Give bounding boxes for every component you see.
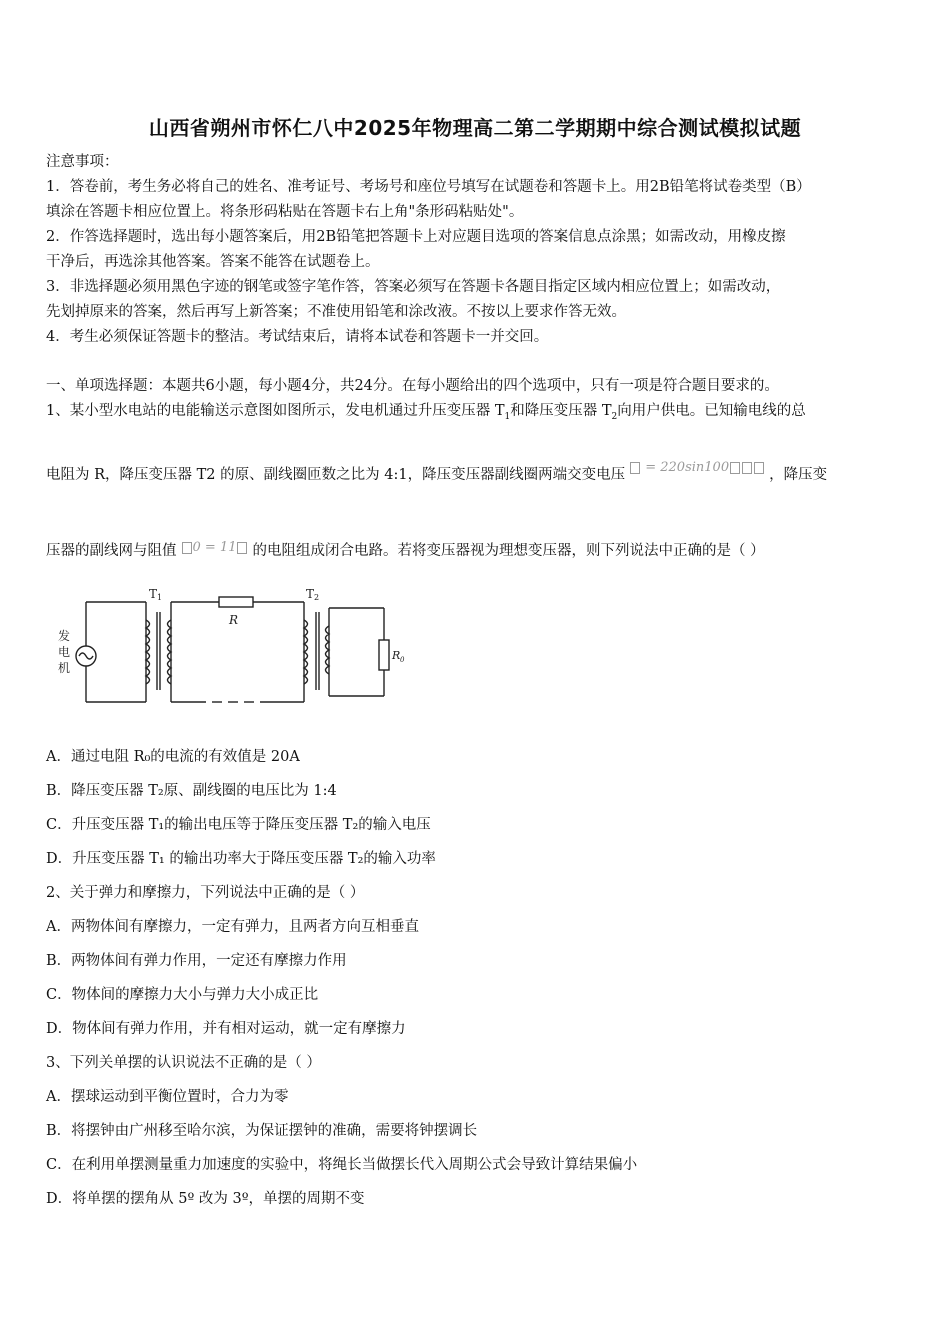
q1-text: 和降压变压器 T [510,403,612,419]
q1-stem-line1 [46,401,806,427]
q1-option-d: D．升压变压器 T₁ 的输出功率大于降压变压器 T₂的输入功率 [46,851,436,867]
subscript: 2 [611,411,618,422]
q3-stem: 3、下列关单摆的认识说法不正确的是（ ） [46,1055,321,1071]
q1-option-a: A．通过电阻 R₀的电流的有效值是 20A [46,749,300,765]
t2-label-sub: 2 [314,593,320,602]
q1-text: ，降压变 [769,467,828,483]
notice-line: 3．非选择题必须用黑色字迹的钢笔或签字笔作答，答案必须写在答题卡各题目指定区域内相应位置上；如需改动， [46,279,781,295]
formula-placeholder-glyph [742,462,752,474]
q1-text: 压器的副线网与阻值 [46,543,177,559]
q3-option-c: C．在利用单摆测量重力加速度的实验中，将绳长当做摆长代入周期公式会导致计算结果偏小 [46,1157,638,1173]
q3-option-b: B．将摆钟由广州移至哈尔滨，为保证摆钟的准确，需要将钟摆调长 [46,1123,478,1139]
q1-text: 的电阻组成闭合电路。若将变压器视为理想变压器，则下列说法中正确的是（ ） [252,543,765,559]
generator-label-char: 发 [58,629,71,643]
q3-option-a: A．摆球运动到平衡位置时，合力为零 [46,1089,289,1105]
formula-text: = 220sin100 [645,460,730,475]
t2-label: T [306,587,315,601]
q3-option-d: D．将单摆的摆角从 5º 改为 3º，单摆的周期不变 [46,1191,365,1207]
resistor-r0-label: R [392,649,401,662]
q2-stem: 2、关于弹力和摩擦力，下列说法中正确的是（ ） [46,885,365,901]
q1-text: 1、某小型水电站的电能输送示意图如图所示，发电机通过升压变压器 T [46,403,505,419]
q2-option-d: D．物体间有弹力作用，并有相对运动，就一定有摩擦力 [46,1021,406,1037]
section-heading: 一、单项选择题：本题共6小题，每小题4分，共24分。在每小题给出的四个选项中，只有一项是符合题目要求的。 [46,378,779,394]
generator-label-char: 电 [58,645,71,659]
formula-text: 0 = 11 [192,540,237,555]
notice-line: 干净后，再选涂其他答案。答案不能答在试题卷上。 [46,254,380,270]
notice-line: 1．答卷前，考生务必将自己的姓名、准考证号、考场号和座位号填写在试题卷和答题卡上。用2B铅笔将试卷类型（B） [46,179,811,195]
notice-heading: 注意事项： [46,154,119,170]
q1-option-b: B．降压变压器 T₂原、副线圈的电压比为 1:4 [46,783,337,799]
formula-placeholder-glyph [182,542,192,554]
formula-placeholder-glyph [237,542,247,554]
t1-label-sub: 1 [157,593,163,602]
subscript: 1 [504,411,511,422]
generator-label-char: 机 [58,661,71,675]
notice-line: 先划掉原来的答案，然后再写上新答案；不准使用铅笔和涂改液。不按以上要求作答无效。 [46,304,626,320]
resistor-r [219,597,253,607]
q2-option-a: A．两物体间有摩擦力，一定有弹力，且两者方向互相垂直 [46,919,419,935]
resistor-r0-label-sub: 0 [400,656,405,664]
q1-stem-line3 [46,541,765,562]
formula-placeholder-glyph [630,462,640,474]
notice-line: 4．考生必须保证答题卡的整洁。考试结束后，请将本试卷和答题卡一并交回。 [46,329,549,345]
page-title: 山西省朔州市怀仁八中2025年物理高二第二学期期中综合测试模拟试题 [148,116,802,140]
q2-option-c: C．物体间的摩擦力大小与弹力大小成正比 [46,987,319,1003]
circuit-diagram [56,586,416,706]
notice-line: 填涂在答题卡相应位置上。将条形码粘贴在答题卡右上角"条形码粘贴处"。 [46,204,524,220]
q1-option-c: C．升压变压器 T₁的输出电压等于降压变压器 T₂的输入电压 [46,817,431,833]
t1-label: T [149,587,158,601]
formula-placeholder-glyph [754,462,764,474]
resistor-r-label: R [229,613,239,627]
q1-text: 向用户供电。已知输电线的总 [617,403,806,419]
notice-line: 2．作答选择题时，选出每小题答案后，用2B铅笔把答题卡上对应题目选项的答案信息点涂黑；如需改动，用橡皮擦 [46,229,786,245]
formula-placeholder-glyph [730,462,740,474]
q1-stem-line2 [46,460,828,486]
q1-text: 电阻为 R，降压变压器 T2 的原、副线圈匝数之比为 4:1，降压变压器副线圈两端交变电压 [46,467,626,483]
q2-option-b: B．两物体间有弹力作用，一定还有摩擦力作用 [46,953,347,969]
resistance-formula [181,538,249,558]
resistor-r0 [379,640,389,670]
voltage-formula [629,458,765,478]
